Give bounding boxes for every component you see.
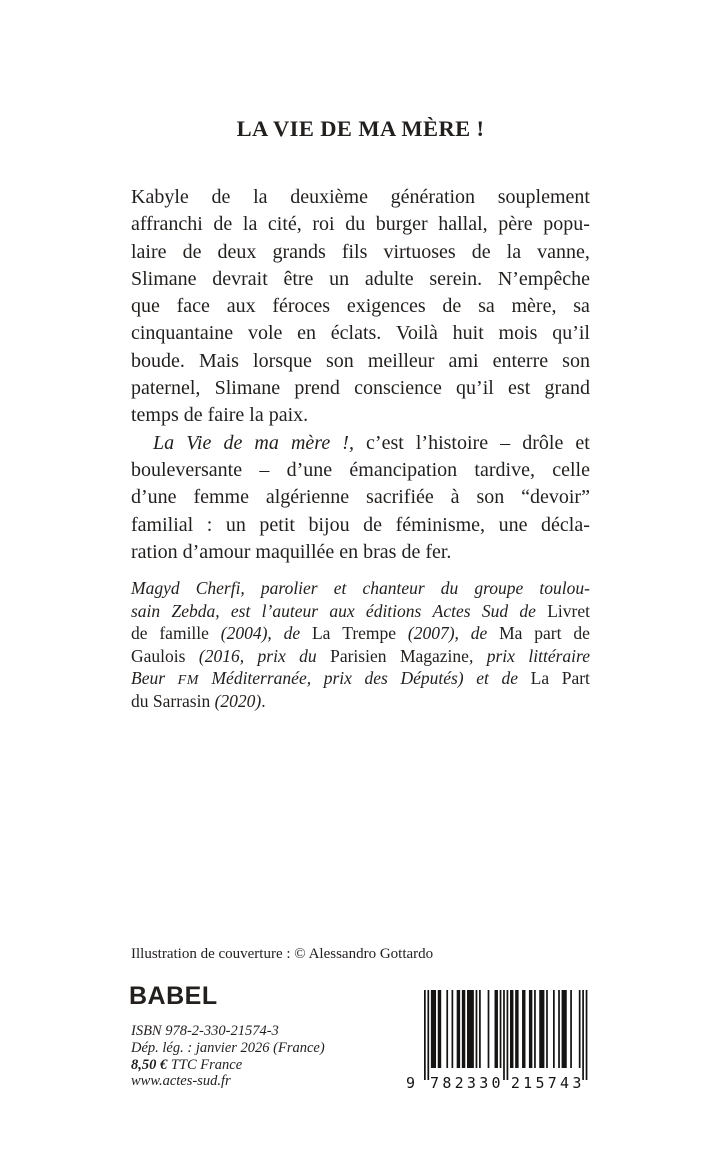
text-line: paternel, Slimane prend conscience qu’il est grand <box>131 377 590 400</box>
text-line: de famille (2004), de La Trempe (2007), de Ma part de <box>131 623 590 643</box>
text-line: cinquantaine vole en éclats. Voilà huit mois qu’il <box>131 322 590 345</box>
text-line: Dép. lég. : janvier 2026 (France) <box>131 1039 325 1056</box>
text-line: familial : un petit bijou de féminisme, une décla- <box>131 513 590 536</box>
text-line: sain Zebda, est l’auteur aux éditions Actes Sud de Livret <box>131 600 590 621</box>
text-line: Slimane devrait être un adulte serein. N’empêche <box>131 267 590 290</box>
text-line: boude. Mais lorsque son meilleur ami enterre son <box>131 349 590 372</box>
text-line: que face aux féroces exigences de sa mère, sa <box>131 295 590 318</box>
svg-text:9: 9 <box>406 1074 416 1090</box>
text-line: d’une femme algérienne sacrifiée à son “devoir” <box>131 486 590 509</box>
text-line: laire de deux grands fils virtuoses de la vanne, <box>131 240 590 263</box>
publisher-logo: BABEL <box>129 982 218 1010</box>
text-line: temps de faire la paix. <box>131 404 309 427</box>
text-line: La Vie de ma mère !, c’est l’histoire – drôle et <box>153 431 590 454</box>
text-line: Kabyle de la deuxième génération souplement <box>131 186 590 208</box>
book-title: LA VIE DE MA MÈRE ! <box>236 116 485 141</box>
text-line: Beur FM Méditerranée, prix des Députés) et de La Part <box>131 668 590 688</box>
text-line: Magyd Cherfi, parolier et chanteur du groupe toulou- <box>131 578 590 598</box>
svg-text:782330: 782330 <box>430 1074 501 1090</box>
author-bio <box>131 577 590 712</box>
text-line: 8,50 € TTC France <box>131 1056 243 1073</box>
imprint-block <box>131 1023 325 1090</box>
barcode-bars <box>404 990 594 1090</box>
text-line: Gaulois (2016, prix du Parisien Magazine, prix littéraire <box>131 645 590 666</box>
synopsis-text <box>131 184 590 566</box>
svg-text:215743: 215743 <box>510 1074 582 1090</box>
text-line: affranchi de la cité, roi du burger hallal, père popu- <box>131 213 590 236</box>
text-line: www.actes-sud.fr <box>131 1073 231 1090</box>
text-line: bouleversante – d’une émancipation tardive, celle <box>131 458 590 481</box>
text-line: du Sarrasin (2020). <box>131 690 266 711</box>
text-line: ISBN 978-2-330-21574-3 <box>131 1023 279 1039</box>
cover-illustration-credit: Illustration de couverture : © Alessandro Gottardo <box>131 946 434 962</box>
ean13-barcode <box>404 990 594 1090</box>
text-line: ration d’amour maquillée en bras de fer. <box>131 540 452 563</box>
